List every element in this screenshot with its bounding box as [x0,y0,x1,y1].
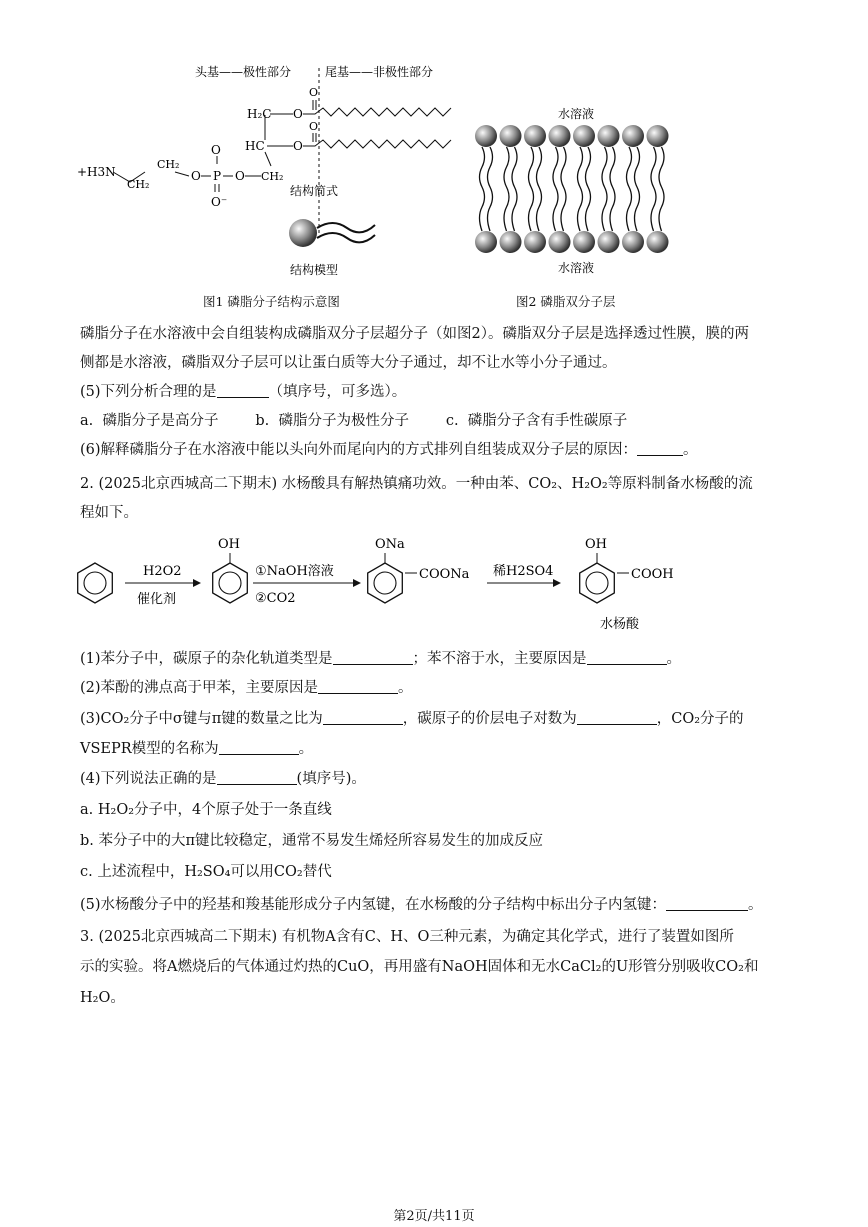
fig2-bottom-label: 水溶液 [558,261,595,275]
bilayer-head [647,231,669,253]
svg-text:O: O [293,107,303,121]
reaction-scheme [75,528,795,638]
bilayer-head [549,231,571,253]
bilayer-head [549,125,571,147]
bilayer-head [598,125,620,147]
benzene-ring [213,563,248,603]
figure-2-bilayer [468,100,688,285]
phenol-oh: OH [218,537,240,552]
svg-text:O: O [293,139,303,153]
option-c: c. 上述流程中，H₂SO₄可以用CO₂替代 [80,864,332,880]
benzene-ring [368,563,403,603]
question-6: (6)解释磷脂分子在水溶液中能以头向外而尾向内的方式排列自组装成双分子层的原因： 。 [80,442,698,458]
bilayer-tail [480,147,485,231]
bilayer-tail [602,147,607,231]
bilayer-tail [537,147,542,231]
question-5: (5)下列分析合理的是 （填序号，可多选）。 [80,384,407,400]
svg-text:HC: HC [245,139,265,153]
bilayer-head [500,125,522,147]
step3-reagent: 稀H2SO4 [493,564,554,579]
bilayer-tail [578,147,583,231]
bilayer-head [573,125,595,147]
step1-catalyst: 催化剂 [137,592,177,607]
bilayer-tail [553,147,558,231]
fig2-top-label: 水溶液 [558,107,595,121]
bilayer-tail [586,147,591,231]
svg-text:O⁻: O⁻ [211,195,228,209]
question-2-2: (2)苯酚的沸点高于甲苯，主要原因是 。 [80,680,413,696]
question-2-3-cont: VSEPR模型的名称为 。 [80,741,314,757]
bilayer-tail [659,147,664,231]
intermediate-ona: ONa [375,537,405,552]
paragraph-2: 侧都是水溶液，磷脂双分子层可以让蛋白质等大分子通过，却不让水等小分子通过。 [80,355,617,371]
bilayer-tail [512,147,517,231]
paragraph-1: 磷脂分子在水溶液中会自组装构成磷脂双分子层超分子（如图2）。磷脂双分子层是选择透过性膜，膜的两 [80,326,749,342]
svg-text:O: O [309,86,319,99]
intermediate-coona: COONa [419,567,470,582]
answer-blank[interactable] [219,740,299,755]
problem-3-intro-3: H₂O。 [80,990,125,1006]
fig1-head-label: 头基——极性部分 [195,65,292,79]
step2-reagent-2: ②CO2 [255,591,296,606]
answer-blank[interactable] [217,770,297,785]
bilayer-head [622,231,644,253]
bilayer-tail [529,147,534,231]
answer-blank[interactable] [318,679,398,694]
bilayer-head [573,231,595,253]
option-b: b. 苯分子中的大π键比较稳定，通常不易发生烯烃所容易发生的加成反应 [80,833,544,849]
bilayer-head [622,125,644,147]
fig2-caption: 图2 磷脂双分子层 [516,294,616,309]
answer-blank[interactable] [666,896,748,911]
figure-1-phospholipid [75,60,475,300]
fig1-model-label: 结构模型 [290,263,339,277]
product-oh: OH [585,537,607,552]
svg-text:H₂C: H₂C [247,107,272,121]
answer-blank[interactable] [587,650,667,665]
svg-text:O: O [191,169,201,183]
step2-reagent-1: ①NaOH溶液 [255,564,334,579]
benzene-inner-circle [219,572,241,594]
option-a: a. H₂O₂分子中，4个原子处于一条直线 [80,802,332,818]
model-head-ball [289,219,317,247]
bilayer-head [500,231,522,253]
product-name: 水杨酸 [600,617,640,632]
question-2-5: (5)水杨酸分子中的羟基和羧基能形成分子内氢键，在水杨酸的分子结构中标出分子内氢键： 。 [80,897,763,913]
step1-reagent: H2O2 [143,564,182,579]
bilayer-head [647,125,669,147]
benzene-ring [580,563,615,603]
bilayer-tail [504,147,509,231]
svg-text:CH₂: CH₂ [261,170,284,183]
bilayer-head [524,125,546,147]
bilayer-tail [610,147,615,231]
bilayer-tail [651,147,656,231]
svg-text:O: O [309,120,319,133]
svg-text:P: P [213,169,222,183]
problem-3-intro: 3. (2025北京西城高二下期末) 有机物A含有C、H、O三种元素，为确定其化学式，进行了装置如图所 [80,929,734,945]
question-2-3: (3)CO₂分子中σ键与π键的数量之比为 ，碳原子的价层电子对数为 ，CO₂分子的 [80,711,744,727]
benzene-ring [78,563,113,603]
question-2-4: (4)下列说法正确的是 (填序号)。 [80,771,366,787]
question-5-options: a. 磷脂分子是高分子 b. 磷脂分子为极性分子 c. 磷脂分子含有手性碳原子 [80,413,628,429]
answer-blank[interactable] [637,441,683,456]
svg-text:CH₂: CH₂ [157,158,180,171]
product-cooh: COOH [631,567,674,582]
bilayer-tail [627,147,632,231]
page-footer: 第2页/共11页 [393,1209,475,1224]
fig1-amine: +H3N [77,165,116,179]
bilayer-head [524,231,546,253]
problem-2-intro: 2. (2025北京西城高二下期末) 水杨酸具有解热镇痛功效。一种由苯、CO₂、H₂O₂等原料制备水杨酸的流 [80,476,753,492]
bilayer-head [475,125,497,147]
svg-text:O: O [211,143,221,157]
svg-text:O: O [235,169,245,183]
problem-2-intro-2: 程如下。 [80,505,138,521]
answer-blank[interactable] [333,650,413,665]
bilayer-tail [635,147,640,231]
bilayer-tail [561,147,566,231]
bilayer-tail [488,147,493,231]
question-2-1: (1)苯分子中，碳原子的杂化轨道类型是 ；苯不溶于水，主要原因是 。 [80,651,682,667]
bilayer-head [475,231,497,253]
benzene-inner-circle [374,572,396,594]
fig1-caption: 图1 磷脂分子结构示意图 [203,294,340,309]
fig1-structural-label: 结构简式 [290,184,339,198]
problem-3-intro-2: 示的实验。将A燃烧后的气体通过灼热的CuO，再用盛有NaOH固体和无水CaCl₂的U形管分别吸收CO₂和 [80,959,759,975]
fig1-tail-label: 尾基——非极性部分 [325,65,434,79]
benzene-inner-circle [84,572,106,594]
bilayer-head [598,231,620,253]
answer-blank[interactable] [577,710,657,725]
svg-text:CH₂: CH₂ [127,178,150,191]
answer-blank[interactable] [323,710,403,725]
benzene-inner-circle [586,572,608,594]
answer-blank[interactable] [217,383,269,398]
